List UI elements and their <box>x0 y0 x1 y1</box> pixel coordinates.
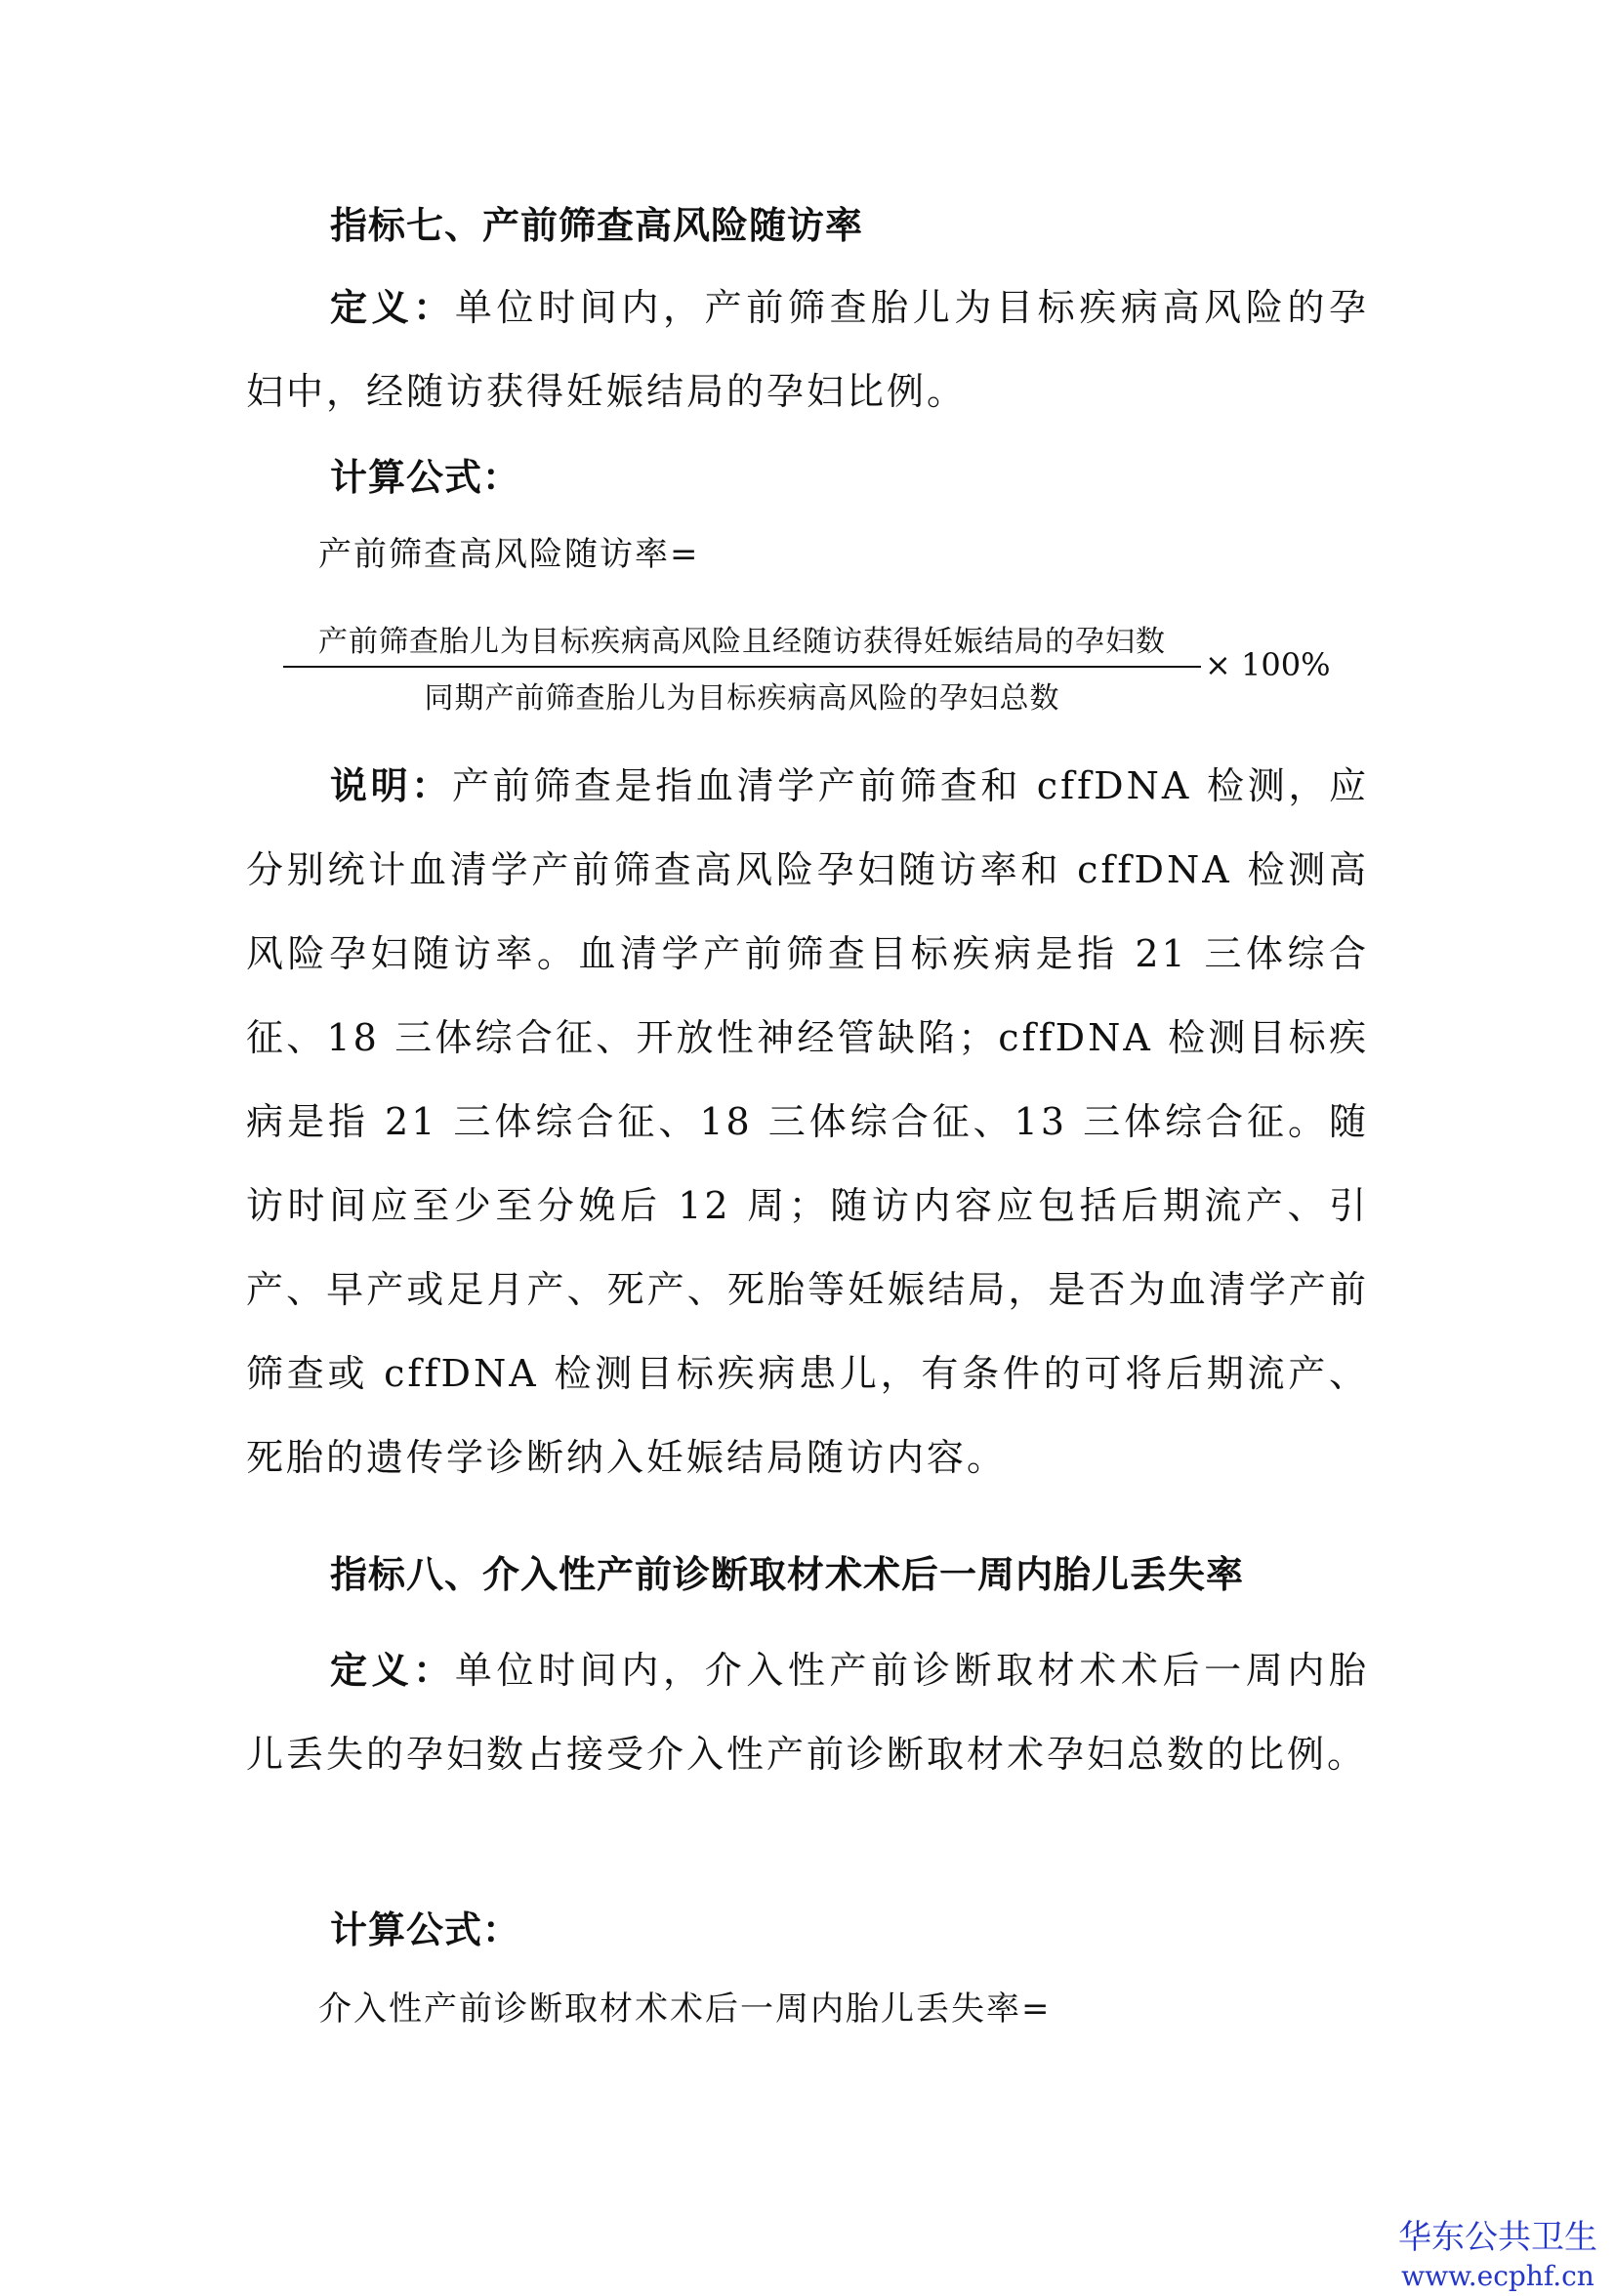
indicator8-formula-name: 介入性产前诊断取材术术后一周内胎儿丢失率= <box>318 1989 1052 2029</box>
indicator7-formula-heading: 计算公式： <box>330 455 521 499</box>
formula-numerator: 产前筛查胎儿为目标疾病高风险且经随访获得妊娠结局的孕妇数 <box>318 625 1166 659</box>
indicator8-formula-heading: 计算公式： <box>330 1907 521 1951</box>
watermark-url: www.ecphf.cn <box>1401 2260 1594 2292</box>
indicator8-title: 指标八、介入性产前诊断取材术术后一周内胎儿丢失率 <box>330 1552 1245 1596</box>
watermark <box>1398 2218 1597 2296</box>
definition-text: 单位时间内，介入性产前诊断取材术术后一周内胎儿丢失的孕妇数占接受介入性产前诊断取材术孕妇总数的比例。 <box>246 1649 1369 1776</box>
definition-text: 单位时间内，产前筛查胎儿为目标疾病高风险的孕妇中，经随访获得妊娠结局的孕妇比例。 <box>246 286 1369 413</box>
definition-label: 定义： <box>330 1648 455 1692</box>
formula-multiplier: × 100% <box>1205 646 1331 683</box>
note-label: 说明： <box>330 763 452 807</box>
indicator8-definition <box>246 1628 1369 1796</box>
indicator7-title: 指标七、产前筛查高风险随访率 <box>330 203 864 247</box>
indicator7-definition <box>246 266 1369 433</box>
fraction-bar <box>283 666 1201 668</box>
watermark-name: 华东公共卫生 <box>1398 2218 1597 2257</box>
formula-denominator: 同期产前筛查胎儿为目标疾病高风险的孕妇总数 <box>424 681 1060 716</box>
definition-label: 定义： <box>330 285 455 329</box>
indicator7-formula-fraction <box>283 617 1338 724</box>
note-text: 产前筛查是指血清学产前筛查和 cffDNA 检测，应分别统计血清学产前筛查高风险孕妇随访率和 cffDNA 检测高风险孕妇随访率。血清学产前筛查目标疾病是指 21 三体综合征、18 三体综合征、开放性神经管缺陷；cffDNA 检测目标疾病是指 21 三体综合征、18 三体综合征、13 三体综合征。随访时间应至少至分娩后 12 周；随访内容应包括后期流产、引产、早产或足月产、死产、死胎等妊娠结局，是否为血清学产前筛查或 cffDNA 检测目标疾病患儿，有条件的可将后期流产、死胎的遗传学诊断纳入妊娠结局随访内容。 <box>246 764 1369 1479</box>
indicator7-note <box>246 744 1369 1499</box>
indicator7-formula-name: 产前筛查高风险随访率= <box>318 535 700 574</box>
